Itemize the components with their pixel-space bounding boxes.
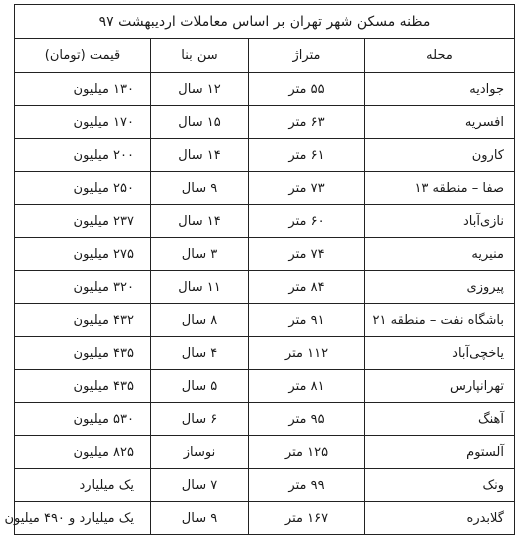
- table-row: [15, 403, 515, 436]
- cell-price: ۸۲۵ میلیون: [15, 436, 151, 469]
- cell-area: ۱۶۷ متر: [249, 502, 365, 535]
- cell-building-age: ۳ سال: [151, 238, 249, 271]
- cell-building-age: ۱۱ سال: [151, 271, 249, 304]
- cell-building-age: ۵ سال: [151, 370, 249, 403]
- cell-area: ۵۵ متر: [249, 73, 365, 106]
- cell-neighborhood: ونک: [365, 469, 515, 502]
- cell-neighborhood: یاخچی‌آباد: [365, 337, 515, 370]
- table-row: [15, 337, 515, 370]
- table-row: [15, 271, 515, 304]
- table-row: [15, 172, 515, 205]
- cell-area: ۷۳ متر: [249, 172, 365, 205]
- cell-price: ۴۳۲ میلیون: [15, 304, 151, 337]
- header-price: قیمت (تومان): [15, 39, 151, 73]
- header-area: متراژ: [249, 39, 365, 73]
- cell-neighborhood: تهرانپارس: [365, 370, 515, 403]
- table-row: [15, 469, 515, 502]
- cell-price: یک میلیارد: [15, 469, 151, 502]
- cell-building-age: ۱۵ سال: [151, 106, 249, 139]
- cell-price: ۴۳۵ میلیون: [15, 370, 151, 403]
- cell-neighborhood: نازی‌آباد: [365, 205, 515, 238]
- table-title: مظنه مسکن شهر تهران بر اساس معاملات اردیبهشت ۹۷: [15, 5, 515, 39]
- cell-area: ۹۹ متر: [249, 469, 365, 502]
- cell-neighborhood: پیروزی: [365, 271, 515, 304]
- header-building-age: سن بنا: [151, 39, 249, 73]
- cell-neighborhood: صفا – منطقه ۱۳: [365, 172, 515, 205]
- cell-building-age: ۸ سال: [151, 304, 249, 337]
- cell-building-age: ۹ سال: [151, 502, 249, 535]
- cell-building-age: ۱۲ سال: [151, 73, 249, 106]
- housing-price-table: [4, 4, 515, 535]
- table-row: [15, 106, 515, 139]
- cell-building-age: ۱۴ سال: [151, 205, 249, 238]
- cell-price: ۳۲۰ میلیون: [15, 271, 151, 304]
- cell-building-age: ۶ سال: [151, 403, 249, 436]
- header-neighborhood: محله: [365, 39, 515, 73]
- cell-neighborhood: گلابدره: [365, 502, 515, 535]
- cell-neighborhood: کارون: [365, 139, 515, 172]
- table-title-row: [15, 5, 515, 39]
- table-row: [15, 370, 515, 403]
- cell-price: ۲۵۰ میلیون: [15, 172, 151, 205]
- table-row: [15, 238, 515, 271]
- table-row: [15, 304, 515, 337]
- cell-price: ۴۳۵ میلیون: [15, 337, 151, 370]
- cell-area: ۸۴ متر: [249, 271, 365, 304]
- cell-neighborhood: آلستوم: [365, 436, 515, 469]
- cell-area: ۸۱ متر: [249, 370, 365, 403]
- table-row: [15, 73, 515, 106]
- cell-area: ۹۵ متر: [249, 403, 365, 436]
- table-body: [4, 73, 515, 535]
- cell-area: ۹۱ متر: [249, 304, 365, 337]
- cell-neighborhood: منیریه: [365, 238, 515, 271]
- cell-price: ۲۳۷ میلیون: [15, 205, 151, 238]
- cell-building-age: نوساز: [151, 436, 249, 469]
- cell-price: ۱۳۰ میلیون: [15, 73, 151, 106]
- table-row: [15, 205, 515, 238]
- cell-price: ۲۷۵ میلیون: [15, 238, 151, 271]
- cell-price: یک میلیارد و ۴۹۰ میلیون: [15, 502, 151, 535]
- price-table-container: [4, 4, 514, 535]
- cell-area: ۱۲۵ متر: [249, 436, 365, 469]
- cell-area: ۱۱۲ متر: [249, 337, 365, 370]
- cell-price: ۵۳۰ میلیون: [15, 403, 151, 436]
- cell-area: ۶۳ متر: [249, 106, 365, 139]
- cell-building-age: ۷ سال: [151, 469, 249, 502]
- table-row: [15, 502, 515, 535]
- cell-building-age: ۹ سال: [151, 172, 249, 205]
- cell-neighborhood: آهنگ: [365, 403, 515, 436]
- table-row: [15, 436, 515, 469]
- cell-neighborhood: افسریه: [365, 106, 515, 139]
- cell-neighborhood: جوادیه: [365, 73, 515, 106]
- cell-neighborhood: باشگاه نفت – منطقه ۲۱: [365, 304, 515, 337]
- cell-area: ۷۴ متر: [249, 238, 365, 271]
- cell-price: ۲۰۰ میلیون: [15, 139, 151, 172]
- cell-area: ۶۰ متر: [249, 205, 365, 238]
- cell-building-age: ۱۴ سال: [151, 139, 249, 172]
- table-header-row: [15, 39, 515, 73]
- table-row: [15, 139, 515, 172]
- cell-building-age: ۴ سال: [151, 337, 249, 370]
- cell-area: ۶۱ متر: [249, 139, 365, 172]
- cell-price: ۱۷۰ میلیون: [15, 106, 151, 139]
